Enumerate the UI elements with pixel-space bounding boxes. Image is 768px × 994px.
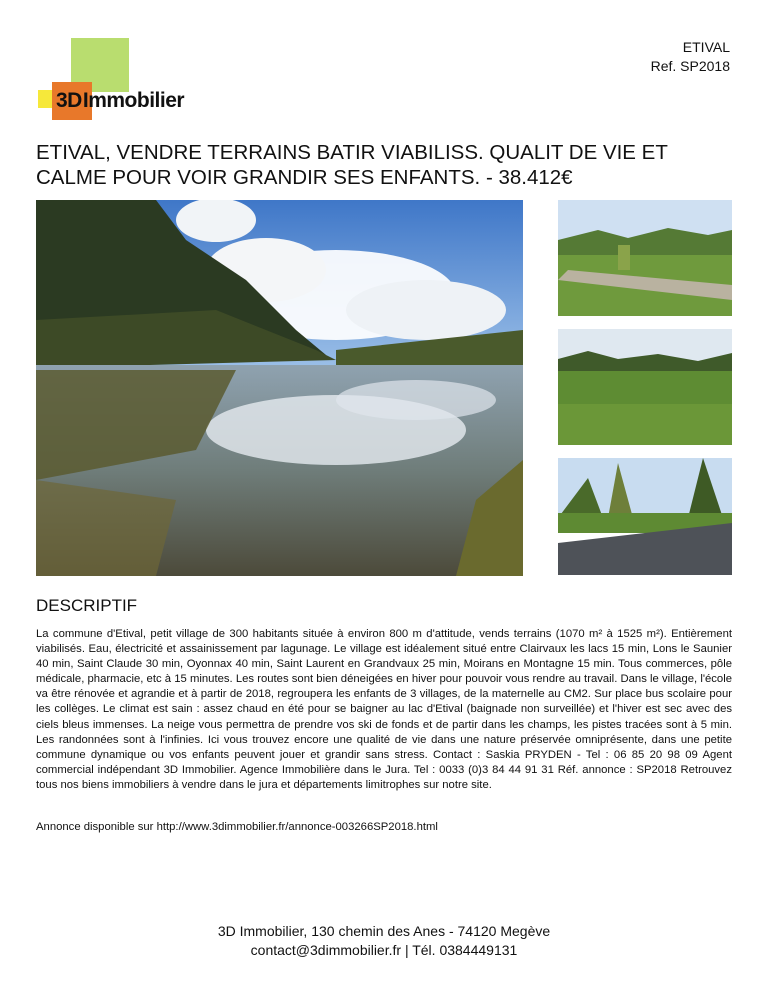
company-logo [38, 38, 208, 120]
footer-address: 3D Immobilier, 130 chemin des Anes - 74120 Megève [217, 923, 551, 939]
listing-link-text: Annonce disponible sur http://www.3dimmobilier.fr/annonce-003266SP2018.html [36, 821, 438, 833]
description-body: La commune d'Etival, petit village de 300 habitants située à environ 800 m d'attitude, vends terrains (1070 m² à 1525 m²). Entièrement viabilisés. Eau, électricité et assainissement par lagunage. Le village est idéalement situé entre Clairvaux les lacs 15 min, Lons le Saunier 40 min, Saint Claude 30 min, Oyonnax 40 min, Saint Laurent en Grandvaux 25 min, Moirans en Montagne 15 min. Tous commerces, pôle médicale, pharmacie, etc à 15 minutes. Les routes sont bien déneigées en hiver pour pouvoir vous rendre au travail. Dans le village, l'école va être rénovée et agrandie et à partir de 2018, regroupera les enfants de 3 villages, de la maternelle au CM2. Sur place bus scolaire pour les collèges. Le climat est sain : assez chaud en été pour se baigner au lac d'Etival (baignade non surveillée) et l'hiver est sec avec des ciels bleus immenses. La neige vous permettra de prendre vos ski de fonds et de partir dans les champs, les pistes tracées sont à 5 min. Les randonnées sont à l'infinies. Ici vous trouvez encore une qualité de vie dans une nature préservée omniprésente, dans une petite commune dynamique ou vos enfants peuvent jouer et grandir sans stress. Contact : Saskia PRYDEN - Tel : 06 85 20 98 09 Agent commercial indépendant 3D Immobilier. Agence Immobilière dans le Jura. Tel : 0033 (0)3 84 44 91 31 Réf. annonce : SP2018 Retrouvez tous nos biens immobiliers à vendre dans le jura et départements limitrophes sur notre site. [36, 628, 732, 791]
logo-wordmark: 3DImmobilier [56, 89, 185, 112]
footer-contact: contact@3dimmobilier.fr | Tél. 0384449131 [250, 942, 518, 958]
road-trees-photo [558, 458, 732, 575]
reference-block [651, 38, 730, 76]
reference-label: Ref. SP2018 [650, 58, 730, 74]
description-heading: DESCRIPTIF [36, 596, 138, 615]
listing-title: ETIVAL, VENDRE TERRAINS BATIR VIABILISS. QUALIT DE VIE ET CALME POUR VOIR GRANDIR SES ENFANTS. - 38.412€ [36, 141, 668, 189]
field-path-photo [558, 200, 732, 316]
location-label: ETIVAL [682, 39, 730, 55]
footer [0, 922, 768, 960]
meadow-photo [558, 329, 732, 445]
lake-landscape-photo [36, 200, 523, 576]
